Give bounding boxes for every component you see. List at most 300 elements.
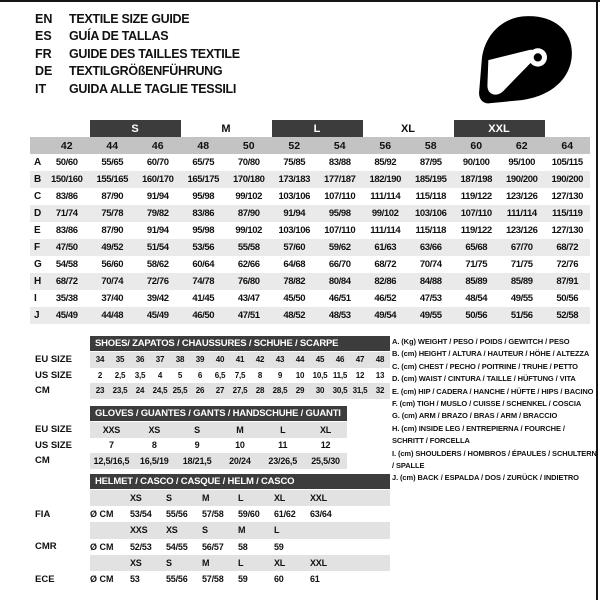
table-row (30, 522, 390, 538)
row-label: ECE (35, 573, 55, 585)
measurement-cell: 47/53 (419, 293, 442, 304)
measurement-cell: 87/90 (101, 225, 124, 236)
legend-item: I. (cm) SHOULDERS / HOMBROS / ÉPAULES / SCHULTERN / SPALLE (392, 448, 597, 471)
measurement-cell: 190/200 (505, 174, 538, 185)
table-cell: 52/53 (130, 541, 152, 552)
table-cell: 11 (278, 440, 288, 451)
measurement-cell: 35/38 (55, 293, 78, 304)
table-cell: 23 (95, 386, 105, 396)
measurement-cell: 83/86 (55, 225, 78, 236)
measurement-cell: 83/88 (328, 157, 351, 168)
measurement-cell: 61/63 (374, 242, 397, 253)
measurement-cell: 99/102 (235, 225, 263, 236)
measurement-cell: 55/58 (237, 242, 260, 253)
table-cell: 26 (195, 386, 205, 396)
measurement-cell: 90/100 (462, 157, 490, 168)
measurement-row-a (30, 154, 590, 171)
table-cell: 7 (109, 440, 114, 451)
page-right-border (596, 0, 598, 600)
language-title: GUÍA DE TALLAS (69, 29, 169, 44)
table-cell: 57/58 (202, 574, 224, 585)
table-row (30, 453, 347, 469)
measurement-cell: 115/118 (415, 191, 446, 202)
table-cell: 5 (177, 370, 183, 380)
language-row (35, 10, 240, 28)
table-cell: S (166, 493, 172, 504)
table-cell: 16,5/19 (139, 455, 169, 466)
table-cell: 30,5 (332, 386, 348, 396)
measurement-cell: 55/65 (101, 157, 124, 168)
gloves-size-table (30, 406, 347, 469)
row-label: CMR (35, 541, 57, 553)
language-code: DE (35, 64, 53, 79)
measurement-cell: 44/48 (101, 310, 124, 321)
table-row (30, 539, 390, 555)
measurement-cell: 48/54 (465, 293, 488, 304)
measurement-cell: 67/70 (510, 242, 533, 253)
table-cell: 46 (335, 355, 345, 365)
measurement-cell: 57/60 (283, 242, 306, 253)
table-cell: 8 (151, 440, 157, 451)
size-number-cell: 56 (379, 139, 392, 152)
measurement-cell: 45/49 (55, 310, 78, 321)
row-label: EU SIZE (35, 424, 72, 436)
table-cell: 37 (155, 355, 165, 365)
language-code: ES (35, 29, 52, 44)
measurement-cell: 47/51 (237, 310, 260, 321)
spacer (30, 406, 90, 421)
row-cells (90, 453, 347, 469)
measurement-cell: 103/106 (278, 191, 311, 202)
table-cell: 61/62 (274, 509, 296, 520)
measurement-cell: 74/78 (192, 276, 215, 287)
table-cell: 55/56 (166, 509, 188, 520)
legend-item: A. (Kg) WEIGHT / PESO / POIDS / GEWITCH / PESO (392, 337, 570, 346)
measurement-cell: 87/91 (556, 276, 579, 287)
gloves-table-rows (30, 422, 347, 469)
row-label: US SIZE (35, 439, 72, 451)
measurement-cell: 62/66 (237, 259, 260, 270)
size-number-cell: 62 (515, 139, 528, 152)
table-cell: 53/54 (130, 509, 152, 520)
table-cell: XS (166, 525, 178, 536)
table-cell: XXS (130, 525, 148, 536)
size-band-m: M (221, 122, 231, 135)
measurement-cell: 119/122 (460, 225, 492, 236)
language-row (35, 28, 240, 46)
row-letter: B (34, 174, 42, 185)
measurement-cell: 87/90 (237, 208, 260, 219)
row-letter: C (34, 191, 42, 202)
measurement-cell: 95/98 (192, 225, 215, 236)
table-cell: 55/56 (166, 574, 188, 585)
table-cell: 59 (274, 541, 284, 552)
table-cell: 6 (197, 370, 203, 380)
table-cell: M (238, 525, 246, 536)
table-cell: 29 (295, 386, 305, 396)
size-number-row (30, 137, 590, 154)
measurement-cell: 91/94 (283, 208, 306, 219)
textile-size-table (30, 120, 590, 324)
row-letter: J (34, 310, 40, 321)
legend-item: H. (cm) INSIDE LEG / ENTREPIERNA / FOURCHE / SCHRITT / FORCELLA (392, 423, 565, 446)
table-cell: S (166, 557, 172, 568)
measurement-cell: 45/49 (146, 310, 169, 321)
table-cell: 53 (130, 574, 140, 585)
measurement-cell: 49/55 (419, 310, 442, 321)
language-row (35, 80, 240, 98)
table-cell: XL (274, 557, 286, 568)
measurement-cell: 187/198 (460, 174, 493, 185)
measurement-cell: 107/110 (460, 208, 492, 219)
measurement-cell: 78/82 (283, 276, 306, 287)
measurement-cell: 71/75 (510, 259, 533, 270)
table-cell: 57/58 (202, 509, 224, 520)
size-band-s: S (90, 120, 181, 137)
row-letter: G (34, 259, 42, 270)
measurement-cell: 155/165 (96, 174, 129, 185)
measurement-cell: 103/106 (278, 225, 311, 236)
measurement-cell: 72/76 (556, 259, 579, 270)
table-row (30, 383, 390, 399)
table-cell: 9 (194, 440, 200, 451)
measurement-cell: 150/160 (50, 174, 83, 185)
legend-item: D. (cm) WAIST / CINTURA / TAILLE / HÜFTUNG / VITA (392, 374, 576, 384)
size-band-xl: XL (400, 122, 416, 135)
table-cell: 24,5 (152, 386, 168, 396)
table-cell: 27,5 (232, 386, 248, 396)
measurement-cell: 70/74 (101, 276, 124, 287)
shoes-title-row (30, 336, 390, 351)
size-number-cell: 50 (242, 139, 255, 152)
measurement-cell: 119/122 (460, 191, 492, 202)
measurement-cell: 50/60 (55, 157, 78, 168)
measurement-cell: 39/42 (146, 293, 169, 304)
table-row (30, 438, 347, 454)
helmet-size-table (30, 474, 390, 587)
row-cells (90, 522, 390, 538)
measurement-cell: 68/72 (556, 242, 579, 253)
measurement-cell: 58/62 (146, 259, 169, 270)
measurement-cell: 75/78 (101, 208, 124, 219)
row-letter: H (34, 276, 42, 287)
measurement-cell: 79/82 (146, 208, 169, 219)
size-number-cell: 60 (470, 139, 483, 152)
measurement-cell: 43/47 (237, 293, 260, 304)
table-cell: XXL (310, 493, 327, 504)
measurement-cell: 83/86 (192, 208, 215, 219)
measurement-cell: 95/98 (328, 208, 351, 219)
size-number-cell: 46 (151, 139, 164, 152)
measurement-row-j (30, 307, 590, 324)
measurement-cell: 190/200 (551, 174, 584, 185)
row-label: US SIZE (35, 369, 72, 381)
measurement-cell: 51/54 (146, 242, 169, 253)
measurement-cell: 72/76 (146, 276, 169, 287)
measurement-row-d (30, 205, 590, 222)
spacer (30, 336, 90, 351)
measurement-cell: 41/45 (192, 293, 215, 304)
table-cell: M (202, 557, 210, 568)
table-cell: L (238, 557, 244, 568)
helmet-table-title: HELMET / CASCO / CASQUE / HELM / CASCO (90, 474, 390, 489)
measurement-cell: 111/114 (370, 225, 401, 236)
measurement-cell: 48/53 (328, 310, 351, 321)
table-cell: L (238, 493, 244, 504)
table-cell: L (280, 424, 286, 435)
row-letter: E (34, 225, 41, 236)
table-cell: 30 (315, 386, 325, 396)
measurement-cell: 49/55 (510, 293, 533, 304)
measurement-cell: 50/56 (556, 293, 579, 304)
table-cell: 58 (238, 541, 248, 552)
language-row (35, 45, 240, 63)
table-cell: 44 (295, 355, 305, 365)
row-label: CM (35, 455, 50, 467)
row-cells (90, 368, 390, 384)
table-row (30, 352, 390, 368)
table-cell: 61 (310, 574, 320, 585)
measurement-cell: 45/50 (283, 293, 306, 304)
measurement-cell: 99/102 (235, 191, 263, 202)
row-letter: F (34, 242, 41, 253)
table-cell: 34 (95, 355, 105, 365)
spacer (30, 120, 90, 137)
size-number-cell: 64 (561, 139, 574, 152)
size-number-cell: 58 (424, 139, 437, 152)
measurement-cell: 170/180 (232, 174, 265, 185)
row-cells (90, 539, 390, 555)
measurement-cell: 47/50 (55, 242, 78, 253)
measurement-cell: 123/126 (505, 191, 538, 202)
row-label (30, 555, 90, 571)
measurement-cell: 76/80 (237, 276, 260, 287)
table-cell: 32 (375, 386, 385, 396)
table-cell: 23/26,5 (268, 455, 298, 466)
row-label (30, 490, 90, 506)
table-cell: 2,5 (114, 370, 126, 380)
table-cell: 39 (195, 355, 205, 365)
table-cell: S (194, 424, 200, 435)
measurement-cell: 75/85 (283, 157, 306, 168)
table-cell: 59/60 (238, 509, 260, 520)
measurement-cell: 71/74 (55, 208, 78, 219)
language-title: TEXTILGRÖßENFÜHRUNG (69, 64, 223, 79)
table-cell: 63/64 (310, 509, 332, 520)
table-cell: XL (320, 424, 332, 435)
measurement-cell: 111/114 (370, 191, 401, 202)
measurement-cell: 177/187 (323, 174, 356, 185)
table-cell: 23,5 (112, 386, 128, 396)
row-cells (90, 422, 347, 438)
spacer (545, 120, 591, 137)
table-cell: 45 (315, 355, 325, 365)
measurement-cell: 95/100 (508, 157, 536, 168)
measurement-cell: 173/183 (278, 174, 311, 185)
measurement-cell: 115/118 (415, 225, 446, 236)
table-cell: 28,5 (272, 386, 288, 396)
row-label: FIA (35, 508, 51, 520)
measurement-row-h (30, 273, 590, 290)
table-cell: 2 (97, 370, 103, 380)
size-band-row (30, 120, 590, 137)
table-cell: 35 (115, 355, 125, 365)
measurement-cell: 70/74 (419, 259, 442, 270)
row-label (30, 522, 90, 538)
measurement-cell: 49/52 (101, 242, 124, 253)
measurement-cell: 87/90 (101, 191, 124, 202)
measurement-cell: 48/52 (283, 310, 306, 321)
table-cell: XL (274, 493, 286, 504)
table-cell: 38 (175, 355, 185, 365)
row-cells (90, 490, 390, 506)
legend-item: F. (cm) TIGH / MUSLO / CUISSE / SCHENKEL / COSCIA (392, 399, 582, 409)
legend-item: C. (cm) CHEST / PECHO / POITRINE / TRUHE / PETTO (392, 361, 578, 371)
table-cell: 3,5 (134, 370, 146, 380)
measurement-cell: 95/98 (192, 191, 215, 202)
measurement-cell: 68/72 (374, 259, 397, 270)
table-cell: M (236, 424, 244, 435)
measurement-cell: 85/89 (465, 276, 488, 287)
table-cell: XXS (102, 424, 121, 435)
table-cell: XS (130, 493, 142, 504)
table-cell: 47 (355, 355, 365, 365)
language-code: EN (35, 11, 53, 26)
measurement-cell: 85/92 (374, 157, 397, 168)
measurement-cell: 107/110 (324, 191, 356, 202)
measurement-cell: 107/110 (324, 225, 356, 236)
legend-item: G. (cm) ARM / BRAZO / BRAS / ARM / BRACCIO (392, 411, 558, 421)
table-cell: 6,5 (214, 370, 226, 380)
table-cell: 41 (235, 355, 245, 365)
measurement-cell: 49/54 (374, 310, 397, 321)
measurement-cell: 91/94 (146, 191, 169, 202)
table-cell: 42 (255, 355, 265, 365)
table-row (30, 422, 347, 438)
measurement-cell: 80/84 (328, 276, 351, 287)
measurement-row-f (30, 239, 590, 256)
table-cell: 12,5/16,5 (93, 455, 130, 466)
measurement-cell: 60/70 (146, 157, 169, 168)
measurement-cell: 85/89 (510, 276, 533, 287)
table-cell: 12 (355, 370, 365, 380)
table-cell: XXL (310, 557, 327, 568)
helmet-title-row (30, 474, 390, 489)
row-cells (90, 438, 347, 454)
table-row (30, 506, 390, 522)
table-cell: 20/24 (229, 455, 251, 466)
size-band-xxl: XXL (454, 120, 545, 137)
table-cell: XS (148, 424, 161, 435)
measurement-cell: 50/56 (465, 310, 488, 321)
row-cells (90, 555, 390, 571)
measurement-cell: 60/64 (192, 259, 215, 270)
table-cell: XS (130, 557, 142, 568)
measurement-row-e (30, 222, 590, 239)
measurement-cell: 65/68 (465, 242, 488, 253)
table-cell: 31,5 (352, 386, 368, 396)
size-number-cell: 52 (288, 139, 301, 152)
measurement-cell: 165/175 (187, 174, 220, 185)
measurement-legend (392, 336, 598, 485)
table-cell: 24 (135, 386, 145, 396)
measurement-row-c (30, 188, 590, 205)
racing-helmet-icon (470, 12, 580, 112)
measurement-cell: 51/56 (510, 310, 533, 321)
measurement-cell: 71/75 (465, 259, 488, 270)
size-number-cell: 54 (333, 139, 346, 152)
spacer (30, 474, 90, 489)
measurement-cell: 70/80 (237, 157, 260, 168)
measurement-cell: 46/51 (328, 293, 351, 304)
table-cell: 36 (135, 355, 145, 365)
measurement-cell: 59/62 (328, 242, 351, 253)
measurement-cell: 82/86 (374, 276, 397, 287)
language-row (35, 63, 240, 81)
measurement-row-g (30, 256, 590, 273)
measurement-cell: 127/130 (551, 191, 584, 202)
table-cell: 9 (277, 370, 283, 380)
table-cell: 48 (375, 355, 385, 365)
measurement-cell: 56/60 (101, 259, 124, 270)
table-cell: 13 (375, 370, 385, 380)
measurement-cell: 52/58 (556, 310, 579, 321)
legend-item: E. (cm) HIP / CADERA / HANCHE / HÜFTE / HIPS / BACINO (392, 386, 594, 396)
measurement-cell: 111/114 (506, 208, 537, 219)
table-cell: 60 (274, 574, 284, 585)
measurement-row-b (30, 171, 590, 188)
legend-item: J. (cm) BACK / ESPALDA / DOS / ZURÜCK / INDIETRO (392, 473, 579, 483)
measurement-row-i (30, 290, 590, 307)
measurement-cell: 83/86 (55, 191, 78, 202)
size-number-cell: 48 (197, 139, 210, 152)
page-top-border (0, 0, 600, 2)
measurement-cell: 66/70 (328, 259, 351, 270)
legend-item: B. (cm) HEIGHT / ALTURA / HAUTEUR / HÖHE / ALTEZZA (392, 349, 590, 359)
row-letter: I (34, 293, 37, 304)
measurement-cell: 115/119 (552, 208, 583, 219)
row-cells (90, 506, 390, 522)
shoes-size-table (30, 336, 390, 399)
measurement-cell: 103/106 (414, 208, 447, 219)
table-cell: 25,5/30 (311, 455, 340, 466)
diameter-unit-cell: Ø CM (90, 509, 114, 520)
table-cell: 18/21,5 (182, 455, 212, 466)
language-code: IT (35, 81, 47, 96)
language-title-list (35, 10, 240, 98)
language-title: GUIDA ALLE TAGLIE TESSILI (69, 81, 237, 96)
measurement-cell: 37/40 (101, 293, 124, 304)
measurement-cell: 46/50 (192, 310, 215, 321)
table-cell: 7,5 (234, 370, 246, 380)
size-band-l: L (272, 120, 363, 137)
measurement-cell: 84/88 (419, 276, 442, 287)
row-cells (90, 383, 390, 399)
table-row (30, 490, 390, 506)
table-cell: 11,5 (332, 370, 348, 380)
measurement-cell: 105/115 (551, 157, 583, 168)
language-title: TEXTILE SIZE GUIDE (69, 11, 190, 26)
language-title: GUIDE DES TAILLES TEXTILE (69, 46, 240, 61)
table-cell: 12 (320, 440, 331, 451)
row-label: EU SIZE (35, 354, 72, 366)
measurement-cell: 68/72 (55, 276, 78, 287)
table-row (30, 571, 390, 587)
language-code: FR (35, 46, 52, 61)
table-cell: 8 (257, 370, 263, 380)
row-cells (90, 571, 390, 587)
table-cell: 25,5 (172, 386, 188, 396)
